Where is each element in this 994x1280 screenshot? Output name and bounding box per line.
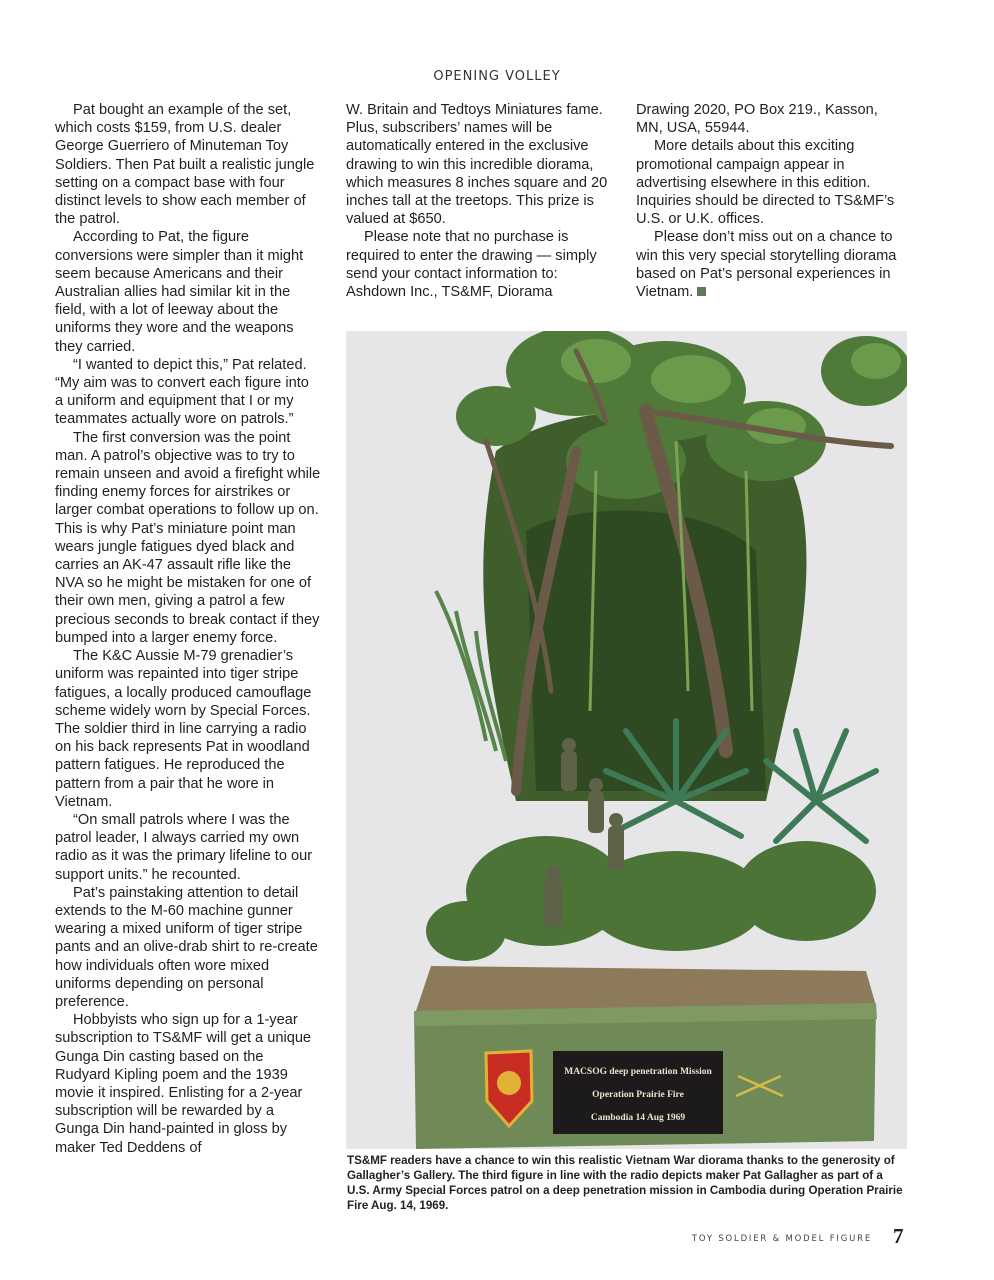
- section-header: OPENING VOLLEY: [433, 69, 561, 84]
- magazine-name: TOY SOLDIER & MODEL FIGURE: [691, 1234, 872, 1244]
- diorama-photo: [346, 331, 907, 1149]
- photo-caption: TS&MF readers have a chance to win this realistic Vietnam War diorama thanks to the generosity of Gallagher’s Gallery. The third figure in line with the radio depicts maker Pat Gallagher as part of a U.S. Army Special Forces patrol on a deep penetration mission in Cambodia during Operation Prairie Fire Aug. 14, 1969.: [347, 1154, 903, 1212]
- paragraph-text: Please don’t miss out on a chance to win this very special storytelling diorama based on Pat’s personal experiences in Vietnam.: [636, 229, 897, 301]
- paragraph: W. Britain and Tedtoys Miniatures fame. Plus, subscribers’ names will be automatically entered in the exclusive drawing to win this incredible diorama, which measures 8 inches square and 20 inches tall at the treetops. This prize is valued at $650.: [346, 102, 608, 228]
- paragraph: More details about this exciting promotional campaign appear in advertising elsewhere in this edition. Inquiries should be directed to TS&MF’s U.S. or U.K. offices.: [636, 138, 895, 228]
- article-column-1: [55, 101, 321, 1157]
- paragraph: The first conversion was the point man. A patrol’s objective was to try to remain unseen and avoid a firefight while finding enemy forces for airstrikes or larger combat operations to follow up on. This is why Pat’s miniature point man wears jungle fatigues dyed black and carries an AK-47 assault rifle like the NVA so he might be mistaken for one of their own men, giving a patrol a few precious seconds to break contact if they bumped into a larger enemy force.: [55, 429, 321, 646]
- paragraph: “I wanted to depict this,” Pat related. “My aim was to convert each figure into a uniform and equipment that I or my teammates actually wore on patrols.”: [55, 356, 309, 428]
- paragraph-last: [636, 228, 906, 301]
- paragraph: Drawing 2020, PO Box 219., Kasson, MN, USA, 55944.: [636, 102, 878, 137]
- paragraph: Pat bought an example of the set, which costs $159, from U.S. dealer George Guerriero of Minuteman Toy Soldiers. Then Pat built a realistic jungle setting on a compact base with four distinct levels to show each member of the patrol.: [55, 102, 315, 228]
- article-column-2: [346, 101, 618, 301]
- paragraph: Please note that no purchase is required to enter the drawing — simply send your contact information to: Ashdown Inc., TS&MF, Diorama: [346, 229, 597, 301]
- paragraph: “On small patrols where I was the patrol leader, I always carried my own radio as it was the primary lifeline to our support units.” he recounted.: [55, 811, 313, 883]
- end-of-article-mark: [697, 287, 706, 296]
- article-column-3: [636, 101, 906, 301]
- paragraph: Pat’s painstaking attention to detail extends to the M-60 machine gunner wearing a mixed uniform of tiger stripe pants and an olive-drab shirt to re-create how individuals often wore mixed uniforms depending on personal preference.: [55, 884, 318, 1010]
- paragraph: The K&C Aussie M-79 grenadier’s uniform was repainted into tiger stripe fatigues, a locally produced camouflage scheme widely worn by Special Forces. The soldier third in line carrying a radio on his back represents Pat in woodland pattern fatigues. He reproduced the pattern from a pair that he wore in Vietnam.: [55, 648, 312, 810]
- plaque-line-2: Operation Prairie Fire: [592, 1090, 684, 1100]
- page-number: 7: [893, 1224, 904, 1248]
- plaque-line-1: MACSOG deep penetration Mission: [564, 1067, 712, 1077]
- plaque-line-3: Cambodia 14 Aug 1969: [590, 1113, 686, 1123]
- paragraph: Hobbyists who sign up for a 1-year subscription to TS&MF will get a unique Gunga Din casting based on the Rudyard Kipling poem and the 1939 movie it inspired. Enlisting for a 2-year subscription will be rewarded by a Gunga Din hand-painted in gloss by maker Ted Deddens of: [55, 1012, 312, 1156]
- paragraph: According to Pat, the figure conversions were simpler than it might seem because Americans and their Australian allies had similar kit in the field, with a lot of leeway about the uniforms they wore and the weapons they carried.: [55, 229, 304, 355]
